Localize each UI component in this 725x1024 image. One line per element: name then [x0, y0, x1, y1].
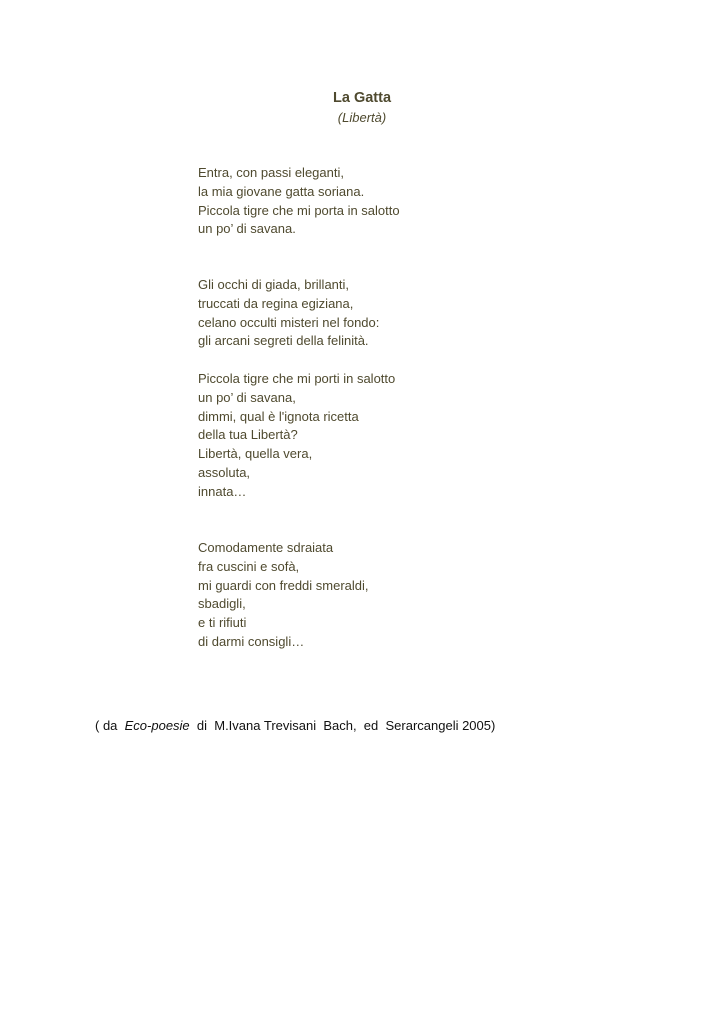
poem-line: Entra, con passi eleganti, [198, 165, 344, 180]
poem-line: della tua Libertà? [198, 427, 298, 443]
poem-line: fra cuscini e sofà, [198, 558, 300, 574]
stanza-4 [198, 539, 369, 652]
poem-line: Libertà, quella vera, [198, 446, 313, 462]
poem-line: truccati da regina egiziana, [198, 295, 354, 311]
stanza-3 [198, 370, 395, 502]
poem-line: Piccola tigre che mi porti in salotto [198, 371, 396, 386]
poem-line: dimmi, qual è l'ignota ricetta [198, 408, 359, 424]
stanza-2 [198, 276, 379, 351]
poem-line: e ti rifiuti [198, 615, 247, 631]
stanza-1 [198, 164, 400, 239]
poem-line: Comodamente sdraiata [198, 540, 334, 555]
citation-suffix: di M.Ivana Trevisani Bach, ed Serarcangeli 2005) [189, 718, 496, 733]
poem-line: innata… [198, 483, 247, 499]
citation-book-title: Eco-poesie [124, 718, 190, 733]
poem-line: un po’ di savana. [198, 221, 296, 237]
poem-subtitle: (Libertà) [337, 110, 387, 125]
poem-title: La Gatta [332, 90, 392, 106]
poem-line: sbadigli, [198, 596, 246, 612]
poem-line: Gli occhi di giada, brillanti, [198, 277, 350, 292]
poem-line: celano occulti misteri nel fondo: [198, 314, 380, 330]
citation-prefix: ( da [95, 718, 125, 733]
poem-line: Piccola tigre che mi porta in salotto [198, 202, 400, 218]
poem-line: la mia giovane gatta soriana. [198, 183, 365, 199]
source-citation [95, 716, 495, 736]
poem-line: mi guardi con freddi smeraldi, [198, 577, 369, 593]
poem-line: gli arcani segreti della felinità. [198, 333, 369, 349]
poem-line: assoluta, [198, 464, 251, 480]
poem-line: di darmi consigli… [198, 633, 305, 649]
poem-line: un po’ di savana, [198, 389, 296, 405]
